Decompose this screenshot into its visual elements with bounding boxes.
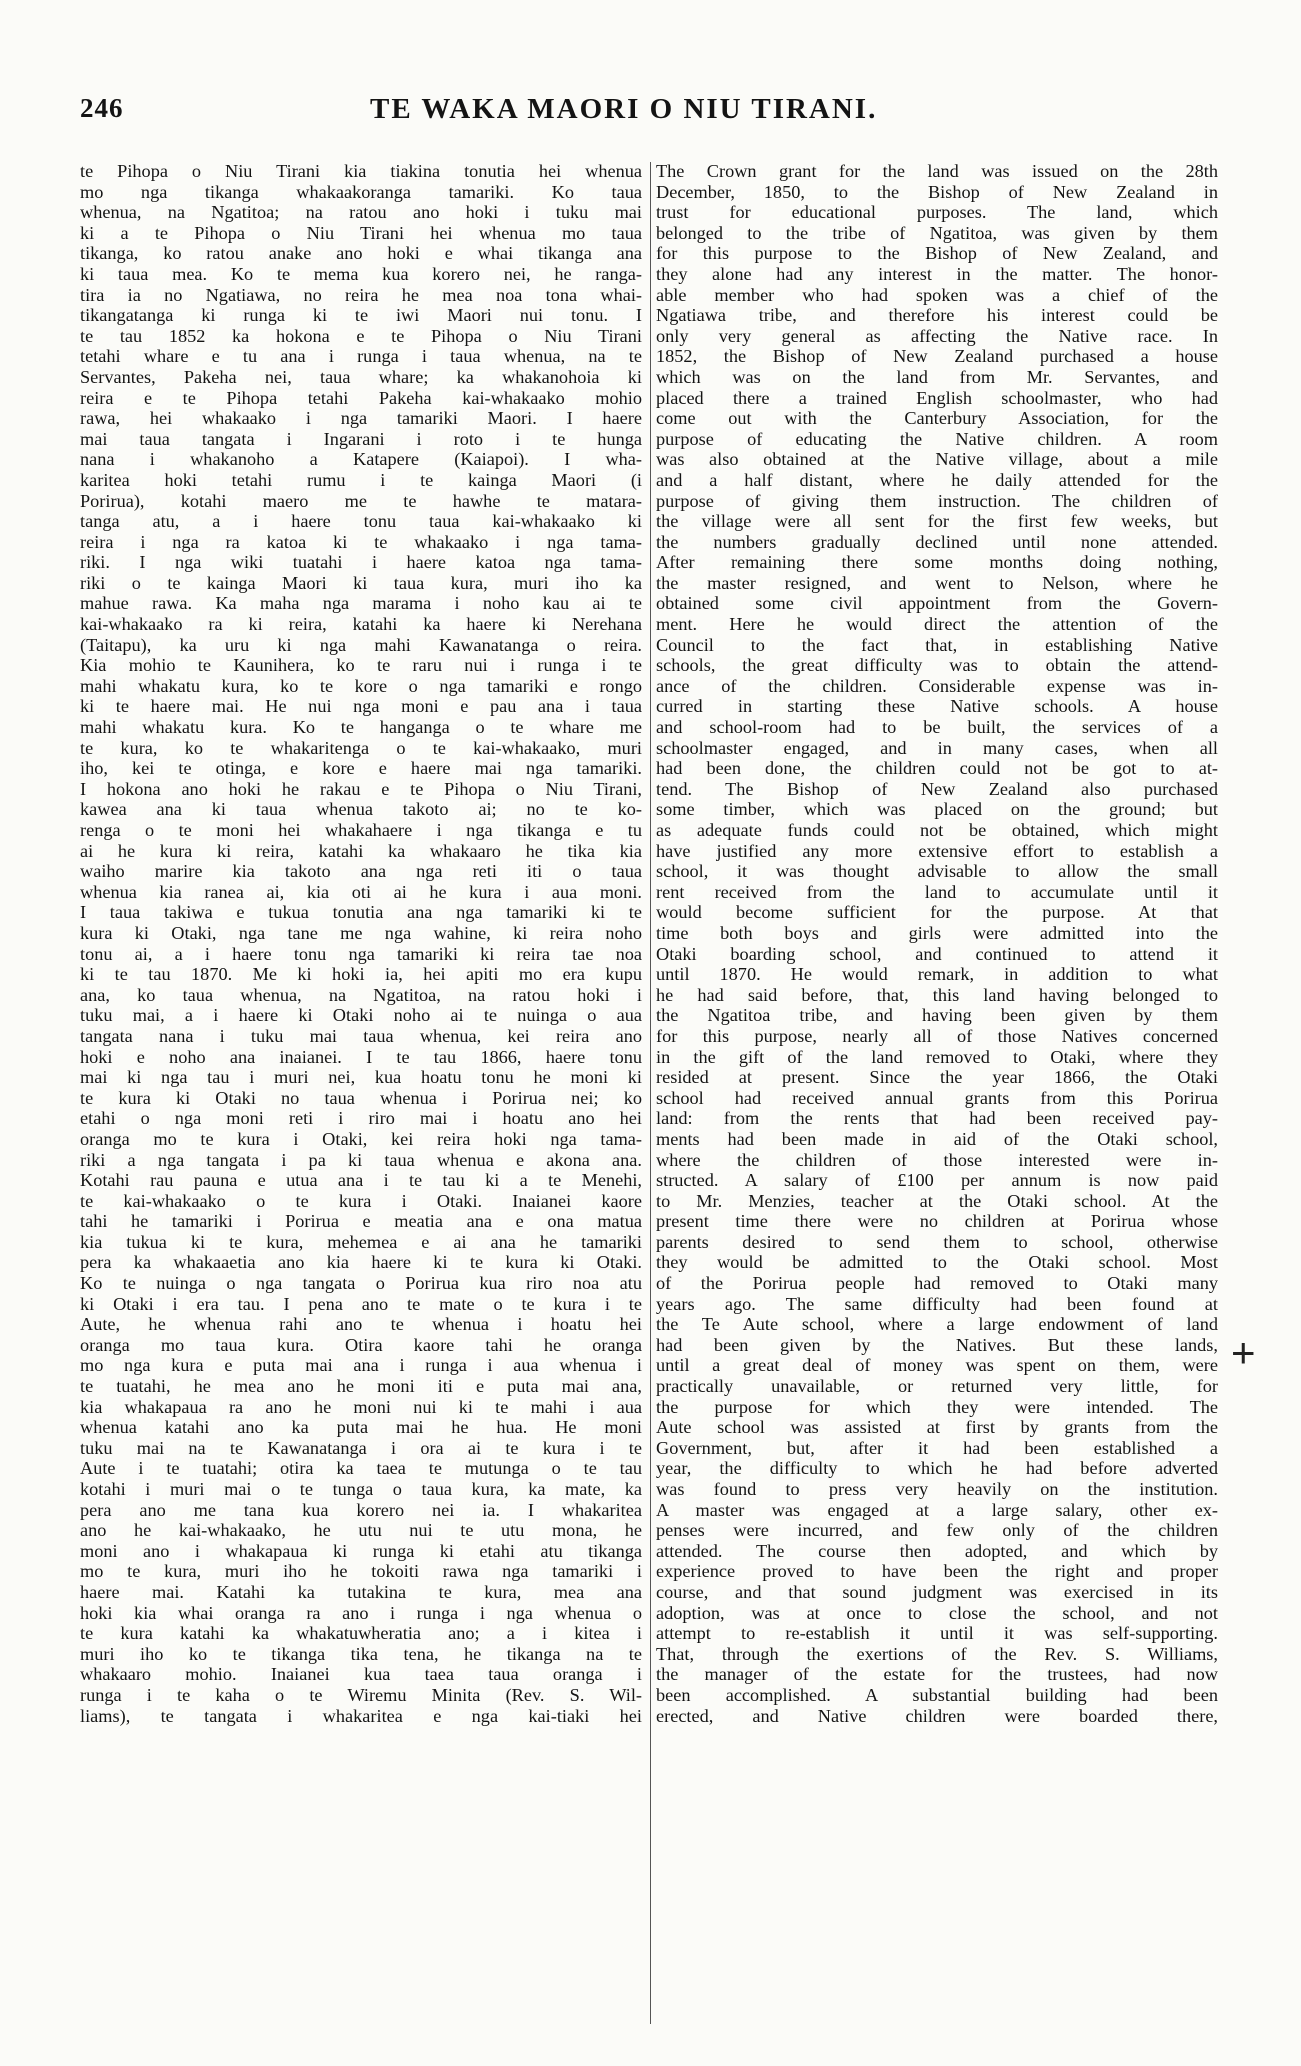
text-line: only very general as affecting the Native race. In: [656, 325, 1218, 346]
text-line: whenua katahi ano ka puta mai he hua. He moni: [80, 1417, 642, 1438]
text-line: Aute, he whenua rahi ano te whenua i hoatu hei: [80, 1314, 642, 1335]
text-line: Ngatiawa tribe, and therefore his interest could be: [656, 305, 1218, 326]
text-line: A master was engaged at a large salary, other ex-: [656, 1499, 1218, 1520]
text-line: and a half distant, where he daily attended for the: [656, 469, 1218, 490]
text-line: course, and that sound judgment was exercised in its: [656, 1581, 1218, 1602]
text-line: ki Otaki i era tau. I pena ano te mate o te kura i te: [80, 1293, 642, 1314]
text-line: tanga atu, a i haere tonu taua kai-whakaako ki: [80, 511, 642, 532]
text-line: the master resigned, and went to Nelson, where he: [656, 572, 1218, 593]
text-line: mo te kura, muri iho he tokoiti rawa nga tamariki i: [80, 1561, 642, 1582]
text-line: had been done, the children could not be got to at-: [656, 758, 1218, 779]
text-line: parents desired to send them to school, otherwise: [656, 1231, 1218, 1252]
text-line: mahi whakatu kura. Ko te hanganga o te whare me: [80, 717, 642, 738]
text-line: was found to press very heavily on the institution.: [656, 1479, 1218, 1499]
text-line: school, it was thought advisable to allow the small: [656, 861, 1218, 882]
text-line: would become sufficient for the purpose. At that: [656, 902, 1218, 923]
text-line: the village were all sent for the first few weeks, but: [656, 511, 1218, 532]
text-line: tahi he tamariki i Porirua e meatia ana e ona matua: [80, 1211, 642, 1232]
text-line: the Ngatitoa tribe, and having been given by them: [656, 1005, 1218, 1026]
text-line: After remaining there some months doing nothing,: [656, 552, 1218, 573]
text-line: haere mai. Katahi ka tutakina te kura, mea ana: [80, 1581, 642, 1602]
text-line: trust for educational purposes. The land, which: [656, 202, 1218, 223]
text-line: moni ano i whakapaua ki runga ki etahi atu tikanga: [80, 1540, 642, 1561]
text-line: The Crown grant for the land was issued on the 28th: [656, 161, 1218, 181]
text-line: mai ki nga tau i muri nei, kua hoatu tonu he moni ki: [80, 1067, 642, 1088]
text-line: attended. The course then adopted, and which by: [656, 1540, 1218, 1561]
text-line: liams), te tangata i whakaritea e nga kai-tiaki hei: [80, 1705, 642, 1726]
text-line: tend. The Bishop of New Zealand also purchased: [656, 778, 1218, 799]
text-line: tuku mai, a i haere ki Otaki noho ai te nuinga o aua: [80, 1005, 642, 1026]
text-line: riki. I nga wiki tuatahi i haere katoa nga tama-: [80, 552, 642, 573]
text-line: the manager of the estate for the trustees, had now: [656, 1664, 1218, 1685]
text-line: mahi whakatu kura, ko te kore o nga tamariki e rongo: [80, 675, 642, 696]
text-line: te tau 1852 ka hokona e te Pihopa o Niu Tirani: [80, 325, 642, 346]
text-line: been accomplished. A substantial building had been: [656, 1684, 1218, 1705]
text-line: reira i nga ra katoa ki te whakaako i nga tama-: [80, 531, 642, 552]
text-line: and school-room had to be built, the services of a: [656, 717, 1218, 738]
text-line: mai taua tangata i Ingarani i roto i te hunga: [80, 428, 642, 449]
text-line: (Taitapu), ka uru ki nga mahi Kawanatanga o reira.: [80, 634, 642, 655]
text-line: obtained some civil appointment from the Govern-: [656, 593, 1218, 614]
text-line: mo nga tikanga whakaakoranga tamariki. Ko taua: [80, 181, 642, 202]
text-line: able member who had spoken was a chief of the: [656, 284, 1218, 305]
text-line: rent received from the land to accumulate until it: [656, 881, 1218, 902]
margin-cross-mark: +: [1231, 1329, 1256, 1376]
text-line: adoption, was at once to close the school, and not: [656, 1602, 1218, 1623]
text-line: tetahi whare e tu ana i runga i taua whenua, na te: [80, 346, 642, 367]
text-line: riki a nga tangata i pa ki taua whenua e akona ana.: [80, 1149, 642, 1170]
text-line: ment. Here he would direct the attention of the: [656, 614, 1218, 635]
text-line: some timber, which was placed on the ground; but: [656, 799, 1218, 820]
text-line: kawea ana ki taua whenua takoto ai; no te ko-: [80, 799, 642, 820]
text-line: ano he kai-whakaako, he utu nui te utu mona, he: [80, 1520, 642, 1541]
text-line: reira e te Pihopa tetahi Pakeha kai-whakaako mohio: [80, 387, 642, 408]
text-line: iho, kei te otinga, e kore e haere mai nga tamariki.: [80, 758, 642, 779]
text-line: December, 1850, to the Bishop of New Zealand in: [656, 181, 1218, 202]
text-line: 1852, the Bishop of New Zealand purchased a house: [656, 346, 1218, 367]
text-line: Government, but, after it had been established a: [656, 1437, 1218, 1458]
text-line: placed there a trained English schoolmaster, who had: [656, 387, 1218, 408]
text-line: schools, the great difficulty was to obtain the attend-: [656, 655, 1218, 676]
text-line: kia whakapaua ra ano he moni nui ki te mahi i aua: [80, 1396, 642, 1417]
text-line: oranga mo te kura i Otaki, kei reira hoki nga tama-: [80, 1128, 642, 1149]
text-line: the purpose for which they were intended. The: [656, 1396, 1218, 1417]
text-line: nana i whakanoho a Katapere (Kaiapoi). I wha-: [80, 449, 642, 470]
text-line: kai-whakaako ra ki reira, katahi ka haere ki Nerehana: [80, 614, 642, 635]
text-line: tonu ai, a i haere tonu nga tamariki ki reira tae noa: [80, 943, 642, 964]
text-line: Aute i te tuatahi; otira ka taea te mutunga o te tau: [80, 1458, 642, 1479]
text-line: where the children of those interested were in-: [656, 1149, 1218, 1170]
text-line: te kai-whakaako o te kura i Otaki. Inaianei kaore: [80, 1190, 642, 1211]
text-line: Porirua), kotahi maero me te hawhe te matara-: [80, 490, 642, 511]
text-line: ments had been made in aid of the Otaki school,: [656, 1128, 1218, 1149]
text-line: come out with the Canterbury Association, for the: [656, 408, 1218, 429]
text-line: waiho marire kia takoto ana nga reti iti o taua: [80, 861, 642, 882]
text-line: have justified any more extensive effort to establish a: [656, 840, 1218, 861]
text-line: he had said before, that, this land having belonged to: [656, 984, 1218, 1005]
text-line: te kura katahi ka whakatuwheratia ano; a i kitea i: [80, 1623, 642, 1644]
right-column-english: [656, 161, 1218, 2031]
text-line: muri iho ko te tikanga tika tena, he tikanga na te: [80, 1643, 642, 1664]
text-line: hoki e noho ana inaianei. I te tau 1866, haere tonu: [80, 1046, 642, 1067]
text-line: land: from the rents that had been received pay-: [656, 1108, 1218, 1129]
text-line: tira ia no Ngatiawa, no reira he mea noa tona whai-: [80, 284, 642, 305]
text-line: school had received annual grants from this Porirua: [656, 1087, 1218, 1108]
text-line: Council to the fact that, in establishing Native: [656, 634, 1218, 655]
text-line: Otaki boarding school, and continued to attend it: [656, 943, 1218, 964]
text-line: schoolmaster engaged, and in many cases, when all: [656, 737, 1218, 758]
text-line: kotahi i muri mai o te tunga o taua kura, ka mate, ka: [80, 1479, 642, 1499]
text-line: curred in starting these Native schools. A house: [656, 696, 1218, 717]
text-line: pera ka whakaaetia ano kia haere ki te kura ki Otaki.: [80, 1252, 642, 1273]
text-line: rawa, hei whakaako i nga tamariki Maori. I haere: [80, 408, 642, 429]
text-line: te kura ki Otaki no taua whenua i Porirua nei; ko: [80, 1087, 642, 1108]
text-line: resided at present. Since the year 1866, the Otaki: [656, 1067, 1218, 1088]
text-line: tuku mai na te Kawanatanga i ora ai te kura i te: [80, 1437, 642, 1458]
text-line: in the gift of the land removed to Otaki, where they: [656, 1046, 1218, 1067]
text-line: practically unavailable, or returned very little, for: [656, 1376, 1218, 1397]
text-line: riki o te kainga Maori ki taua kura, muri iho ka: [80, 572, 642, 593]
text-line: whenua kia ranea ai, kia oti ai he kura i aua moni.: [80, 881, 642, 902]
text-line: attempt to re-establish it until it was self-supporting.: [656, 1623, 1218, 1644]
text-line: structed. A salary of £100 per annum is now paid: [656, 1170, 1218, 1191]
text-line: for this purpose, nearly all of those Natives concerned: [656, 1025, 1218, 1046]
text-line: mahue rawa. Ka maha nga marama i noho kau ai te: [80, 593, 642, 614]
text-line: experience proved to have been the right and proper: [656, 1561, 1218, 1582]
text-line: ance of the children. Considerable expense was in-: [656, 675, 1218, 696]
text-line: ki te haere mai. He nui nga moni e pau ana i taua: [80, 696, 642, 717]
text-line: oranga mo taua kura. Otira kaore tahi he oranga: [80, 1334, 642, 1355]
text-line: ki te tau 1870. Me ki hoki ia, hei apiti mo era kupu: [80, 964, 642, 985]
text-line: ana, ko taua whenua, na Ngatitoa, na ratou hoki i: [80, 984, 642, 1005]
text-line: belonged to the tribe of Ngatitoa, was given by them: [656, 222, 1218, 243]
text-line: whakaaro mohio. Inaianei kua taea taua oranga i: [80, 1664, 642, 1685]
text-line: until 1870. He would remark, in addition to what: [656, 964, 1218, 985]
text-line: year, the difficulty to which he had before adverted: [656, 1458, 1218, 1479]
column-rule: [650, 162, 651, 2024]
text-line: which was on the land from Mr. Servantes, and: [656, 366, 1218, 387]
text-line: ki a te Pihopa o Niu Tirani hei whenua mo taua: [80, 222, 642, 243]
text-line: tikangatanga ki runga ki te iwi Maori nui tonu. I: [80, 305, 642, 326]
text-line: whenua, na Ngatitoa; na ratou ano hoki i tuku mai: [80, 202, 642, 223]
text-line: tangata nana i tuku mai taua whenua, kei reira ano: [80, 1025, 642, 1046]
text-line: te tuatahi, he mea ano he moni iti e puta mai ana,: [80, 1376, 642, 1397]
text-line: the numbers gradually declined until none attended.: [656, 531, 1218, 552]
text-line: the Te Aute school, where a large endowment of land: [656, 1314, 1218, 1335]
text-line: until a great deal of money was spent on them, were: [656, 1355, 1218, 1376]
text-line: penses were incurred, and few only of the children: [656, 1520, 1218, 1541]
text-line: they would be admitted to the Otaki school. Most: [656, 1252, 1218, 1273]
left-column-maori: [80, 161, 642, 2031]
text-line: I hokona ano hoki he rakau e te Pihopa o Niu Tirani,: [80, 778, 642, 799]
text-line: Ko te nuinga o nga tangata o Porirua kua riro noa atu: [80, 1273, 642, 1294]
text-line: purpose of educating the Native children. A room: [656, 428, 1218, 449]
text-line: etahi o nga moni reti i riro mai i hoatu ano hei: [80, 1108, 642, 1129]
text-line: Kotahi rau pauna e utua ana i te tau ki a te Menehi,: [80, 1170, 642, 1191]
text-line: years ago. The same difficulty had been found at: [656, 1293, 1218, 1314]
text-line: pera ano me tana kua korero nei ia. I whakaritea: [80, 1499, 642, 1520]
text-line: hoki kia whai oranga ra ano i runga i nga whenua o: [80, 1602, 642, 1623]
text-line: That, through the exertions of the Rev. S. Williams,: [656, 1643, 1218, 1664]
running-head: TE WAKA MAORI O NIU TIRANI.: [370, 93, 878, 125]
text-line: for this purpose to the Bishop of New Zealand, and: [656, 243, 1218, 264]
text-line: was also obtained at the Native village, about a mile: [656, 449, 1218, 470]
text-line: to Mr. Menzies, teacher at the Otaki school. At the: [656, 1190, 1218, 1211]
text-line: kura ki Otaki, nga tane me nga wahine, ki reira noho: [80, 922, 642, 943]
text-line: of the Porirua people had removed to Otaki many: [656, 1273, 1218, 1294]
text-line: ki taua mea. Ko te mema kua korero nei, he ranga-: [80, 263, 642, 284]
text-line: erected, and Native children were boarded there,: [656, 1705, 1218, 1726]
text-line: ai he kura ki reira, katahi ka whakaaro he tika kia: [80, 840, 642, 861]
text-line: tikanga, ko ratou anake ano hoki e whai tikanga ana: [80, 243, 642, 264]
text-line: runga i te kaha o te Wiremu Minita (Rev. S. Wil-: [80, 1684, 642, 1705]
text-line: as adequate funds could not be obtained, which might: [656, 820, 1218, 840]
text-line: Aute school was assisted at first by grants from the: [656, 1417, 1218, 1438]
text-line: Kia mohio te Kaunihera, ko te raru nui i runga i te: [80, 655, 642, 676]
text-line: they alone had any interest in the matter. The honor-: [656, 263, 1218, 284]
text-line: present time there were no children at Porirua whose: [656, 1211, 1218, 1232]
text-line: Servantes, Pakeha nei, taua whare; ka whakanohoia ki: [80, 366, 642, 387]
text-line: kia tukua ki te kura, mehemea e ai ana he tamariki: [80, 1231, 642, 1252]
text-line: time both boys and girls were admitted into the: [656, 922, 1218, 943]
text-line: te kura, ko te whakaritenga o te kai-whakaako, muri: [80, 737, 642, 758]
text-line: te Pihopa o Niu Tirani kia tiakina tonutia hei whenua: [80, 161, 642, 181]
text-line: karitea hoki tetahi rumu i te kainga Maori (i: [80, 469, 642, 490]
text-line: had been given by the Natives. But these lands,: [656, 1334, 1218, 1355]
text-line: I taua takiwa e tukua tonutia ana nga tamariki ki te: [80, 902, 642, 923]
page-number: 246: [80, 93, 124, 123]
text-line: renga o te moni hei whakahaere i nga tikanga e tu: [80, 820, 642, 840]
text-line: purpose of giving them instruction. The children of: [656, 490, 1218, 511]
text-line: mo nga kura e puta mai ana i runga i aua whenua i: [80, 1355, 642, 1376]
